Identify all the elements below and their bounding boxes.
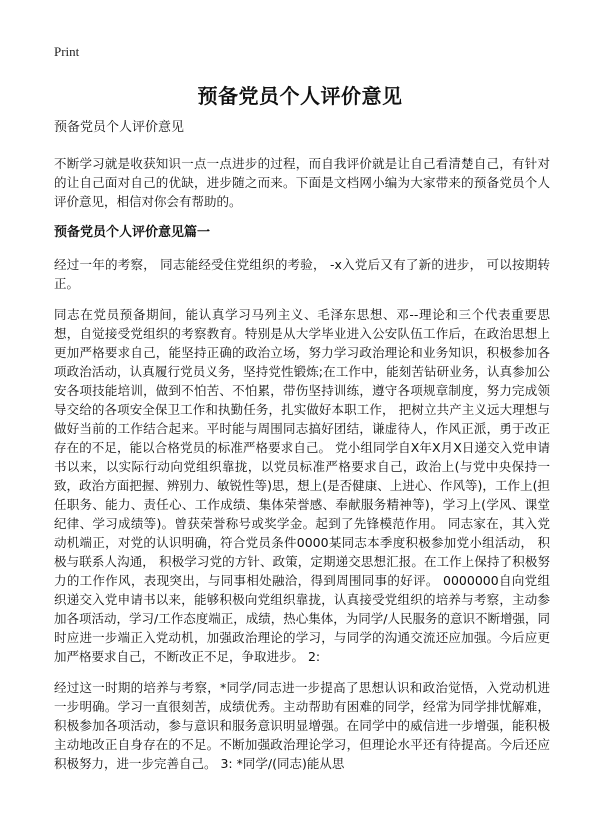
document-subtitle: 预备党员个人评价意见	[54, 120, 185, 135]
document-body	[54, 118, 550, 785]
body-paragraph-3: 经过这一时期的培养与考察，*同学/同志进一步提高了思想认识和政治觉悟，入党动机进一步明确。学习一直很刻苦，成绩优秀。主动帮助有困难的同学，经常为同学排忧解难，积极参加各项活动，参与意识和服务意识明显增强。在同学中的威信进一步增强，能积极主动地改正自身存在的不足。不断加强政治理论学习，但理论水平还有待提高。今后还应积极努力，进一步完善自己。 3: *同学/(同志)能从思	[54, 680, 550, 771]
body-paragraph-2: 同志在党员预备期间，能认真学习马列主义、毛泽东思想、邓--理论和三个代表重要思想，自觉接受党组织的考察教育。特别是从大学毕业进入公安队伍工作后，在政治思想上更加严格要求自己，能坚持正确的政治立场，努力学习政治理论和业务知识，积极参加各项政治活动，认真履行党员义务，坚持党性锻炼;在工作中，能刻苦钻研业务，认真参加公安各项技能培训，做到不怕苦、不怕累，带伤坚持训练，遵守各项规章制度，努力完成领导交给的各项安全保卫工作和执勤任务，扎实做好本职工作， 把树立共产主义远大理想与做好当前的工作结合起来。平时能与周围同志搞好团结，谦虚待人，作风正派，勇于改正存在的不足，能以合格党员的标准严格要求自己。 党小组同学自X年X月X日递交入党申请书以来，以实际行动向党组织靠拢，以党员标准严格要求自己，政治上(与党中央保持一致，政治方面把握、辨别力、敏锐性等)思，想上(是否健康、上进心、作风等)，工作上(担任职务、能力、责任心、工作成绩、集体荣誉感、奉献服务精神等)，学习上(学风、课堂纪律、学习成绩等)。曾获荣誉称号或奖学金。起到了先锋模范作用。 同志家在，其入党动机端正，对党的认识明确，符合党员条件0000某同志本季度积极参加党小组活动， 积极与联系人沟通， 积极学习党的方针、政策，定期递交思想汇报。在工作上保持了积极努力的工作作风，表现突出，与同事相处融洽，得到周围同事的好评。 0000000自向党组织递交入党申请书以来，能够积极向党组织靠拢，认真接受党组织的培养与考察，主动参加各项活动，学习/工作态度端正，成绩，热心集体，为同学/人民服务的意识不断增强，同时应进一步端正入党动机，加强政治理论的学习，与同学的沟通交流还应加强。今后应更加严格要求自己，不断改正不足，争取进步。 2:	[54, 307, 550, 664]
body-paragraph-1: 经过一年的考察， 同志能经受住党组织的考验， -x入党后又有了新的进步， 可以按期转正。	[54, 257, 550, 291]
section-heading: 预备党员个人评价意见篇一	[54, 225, 211, 240]
intro-paragraph: 不断学习就是收获知识一点一点进步的过程，而自我评价就是让自己看清楚自己，有针对的让自己面对自己的优缺，进步随之而来。下面是文档网小编为大家带来的预备党员个人评价意见，相信对你会有帮助的。	[54, 156, 550, 209]
print-link[interactable]: Print	[54, 44, 80, 59]
document-title: 预备党员个人评价意见	[197, 84, 403, 108]
